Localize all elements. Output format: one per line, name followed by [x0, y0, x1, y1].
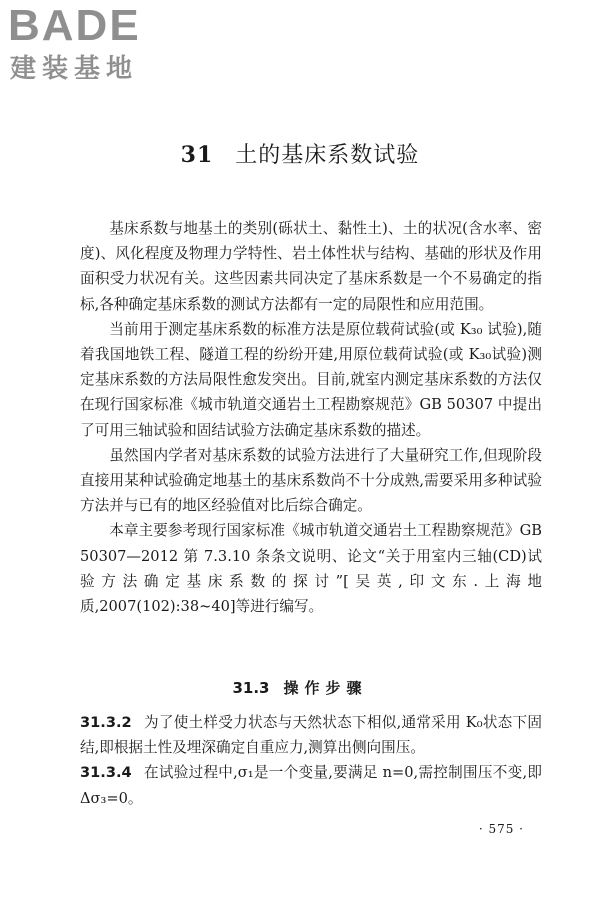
- page-number: · 575 ·: [478, 822, 524, 836]
- chapter-title: [0, 140, 600, 171]
- operation-steps: [80, 710, 542, 811]
- paragraph: 本章主要参考现行国家标准《城市轨道交通岩土工程勘察规范》GB 50307—2012 第 7.3.10 条条文说明、论文“关于用室内三轴(CD)试验方法确定基床系数的探讨”[吴英,印文东.上海地质,2007(102):38~40]等进行编写。: [80, 522, 542, 616]
- section-heading: [0, 676, 600, 700]
- clause-number: 31.3.2: [80, 714, 132, 731]
- clause-number: 31.3.4: [80, 764, 132, 782]
- publisher-logo: [8, 1, 178, 88]
- intro-body: [80, 216, 542, 619]
- clause-text: 在试验过程中,σ₁是一个变量,要满足 n=0,需控制围压不变,即 Δσ₃=0。: [80, 764, 542, 807]
- paragraph: 当前用于测定基床系数的标准方法是原位载荷试验(或 K₃₀ 试验),随着我国地铁工程、隧道工程的纷纷开建,用原位载荷试验(或 K₃₀试验)测定基床系数的方法局限性愈发突出。目前,就室内测定基床系数的方法仅在现行国家标准《城市轨道交通岩土工程勘察规范》GB 50307 中提出了可用三轴试验和固结试验方法确定基床系数的描述。: [80, 320, 542, 439]
- logo-subtitle: 建装基地: [10, 54, 139, 84]
- clause-text: 为了使土样受力状态与天然状态下相似,通常采用 K₀状态下固结,即根据土性及埋深确定自重应力,测算出侧向围压。: [80, 714, 542, 757]
- chapter-title-text: 土的基床系数试验: [235, 143, 420, 168]
- section-title-text: 操作步骤: [283, 679, 368, 697]
- paragraph: 基床系数与地基土的类别(砾状土、黏性土)、土的状况(含水率、密度)、风化程度及物理力学特性、岩土体性状与结构、基础的形状及作用面积受力状况有关。这些因素共同决定了基床系数是一个不易确定的指标,各种确定基床系数的测试方法都有一定的局限性和应用范围。: [80, 220, 542, 313]
- section-number: 31.3: [232, 679, 270, 697]
- clause: [80, 760, 542, 810]
- logo-wordmark: BADE: [8, 1, 141, 50]
- clause: [80, 710, 542, 760]
- paragraph: 虽然国内学者对基床系数的试验方法进行了大量研究工作,但现阶段直接用某种试验确定地基土的基床系数尚不十分成熟,需要采用多种试验方法并与已有的地区经验值对比后综合确定。: [80, 446, 542, 515]
- chapter-number: 31: [180, 142, 214, 168]
